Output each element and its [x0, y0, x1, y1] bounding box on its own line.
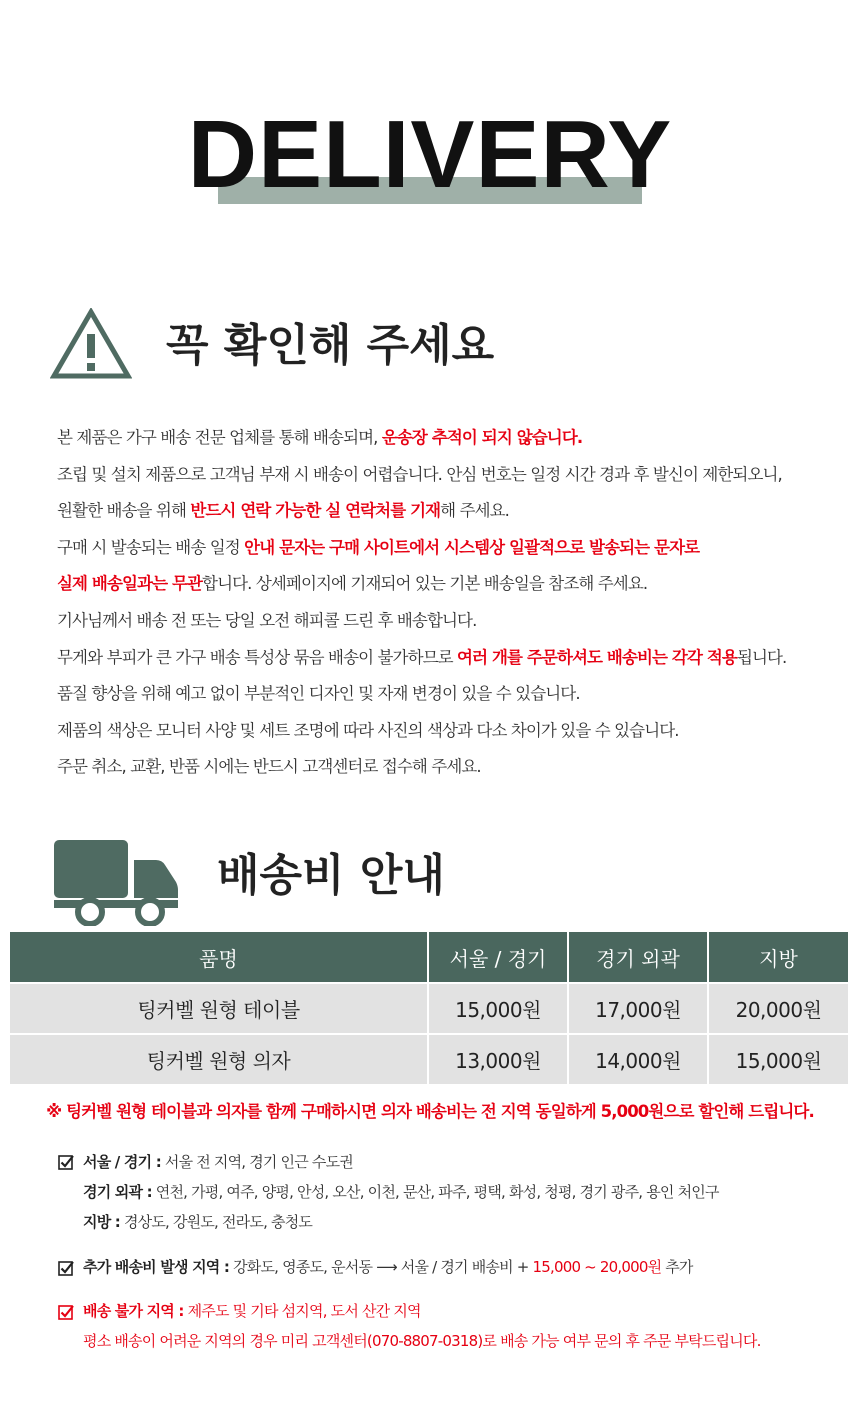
notice-line: [57, 713, 847, 750]
price-cell: 20,000원: [708, 983, 848, 1034]
notice-highlight: 운송장 추적이 되지 않습니다.: [381, 428, 583, 447]
notice-highlight: 반드시 연락 가능한 실 연락처를 기재: [190, 501, 441, 521]
extra-fee-suffix: 추가: [661, 1258, 693, 1276]
notice-text: 해 주세요.: [440, 501, 510, 521]
warning-triangle-icon: [50, 308, 132, 380]
notice-text: 구매 시 발송되는 배송 일정: [57, 537, 245, 557]
notice-text: 주문 취소, 교환, 반품 시에는 반드시 고객센터로 접수해 주세요.: [57, 757, 481, 777]
notice-line: [57, 457, 847, 494]
notice-text: 기사님께서 배송 전 또는 당일 오전 해피콜 드린 후 배송합니다.: [57, 610, 477, 630]
checkbox-checked-icon: [58, 1260, 74, 1276]
region-local-label: 지방 :: [83, 1213, 121, 1231]
table-row: [10, 1034, 848, 1084]
notice-highlight: 여러 개를 주문하셔도 배송비는 각각 적용: [457, 647, 737, 667]
checkbox-checked-icon: [58, 1154, 74, 1170]
notice-highlight: 안내 문자는 구매 사이트에서 시스템상 일괄적으로 발송되는 문자로: [244, 537, 700, 557]
price-cell: 15,000원: [708, 1034, 848, 1084]
extra-fee-label: 추가 배송비 발생 지역 :: [83, 1258, 230, 1276]
unavailable-line: [83, 1299, 421, 1323]
delivery-fee-heading: 배송비 안내: [217, 850, 445, 901]
notice-line: [57, 640, 847, 677]
notice-text: 합니다. 상세페이지에 기재되어 있는 기본 배송일을 참조해 주세요.: [202, 574, 648, 594]
page-title: DELIVERY: [187, 101, 673, 208]
notice-text: 조립 및 설치 제품으로 고객님 부재 시 배송이 어렵습니다. 안심 번호는 일정 시간 경과 후 발신이 제한되오니,: [57, 464, 782, 484]
region-outer-line: [83, 1180, 719, 1204]
notice-text: 품질 향상을 위해 예고 없이 부분적인 디자인 및 자재 변경이 있을 수 있습니다.: [57, 684, 580, 704]
notice-line: [57, 749, 847, 786]
region-local-text: 경상도, 강원도, 전라도, 충청도: [120, 1213, 313, 1231]
notice-line: [57, 420, 847, 457]
unavailable-label: 배송 불가 지역 :: [83, 1302, 184, 1320]
notice-list: [57, 420, 847, 786]
product-name-cell: 팅커벨 원형 테이블: [10, 983, 428, 1034]
column-header-local: 지방: [708, 932, 848, 983]
notice-text: 본 제품은 가구 배송 전문 업체를 통해 배송되며,: [57, 428, 382, 447]
delivery-fee-table: [10, 932, 848, 1084]
region-seoul-label: 서울 / 경기 :: [83, 1153, 161, 1171]
region-seoul-text: 서울 전 지역, 경기 인근 수도권: [160, 1153, 353, 1171]
warning-heading: 꼭 확인해 주세요: [166, 320, 495, 371]
extra-fee-line: [83, 1255, 693, 1279]
notice-line: [57, 566, 847, 603]
notice-text: 됩니다.: [736, 647, 787, 667]
notice-text: 무게와 부피가 큰 가구 배송 특성상 묶음 배송이 불가하므로: [57, 647, 458, 667]
region-outer-text: 연천, 가평, 여주, 양평, 안성, 오산, 이천, 문산, 파주, 평택, 화성, 청평, 경기 광주, 용인 처인구: [151, 1183, 719, 1201]
price-cell: 13,000원: [428, 1034, 568, 1084]
price-cell: 14,000원: [568, 1034, 708, 1084]
region-local-line: [83, 1210, 312, 1234]
notice-text: 제품의 색상은 모니터 사양 및 세트 조명에 따라 사진의 색상과 다소 차이가 있을 수 있습니다.: [57, 720, 679, 740]
region-outer-label: 경기 외곽 :: [83, 1183, 152, 1201]
notice-line: [57, 530, 847, 567]
notice-line: [57, 676, 847, 713]
unavailable-text: 제주도 및 기타 섬지역, 도서 산간 지역: [183, 1302, 421, 1320]
column-header-product: 품명: [10, 932, 428, 983]
notice-text: 원활한 배송을 위해: [57, 501, 191, 521]
unavailable-note: 평소 배송이 어려운 지역의 경우 미리 고객센터(070-8807-0318)로 배송 가능 여부 문의 후 주문 부탁드립니다.: [83, 1332, 761, 1350]
column-header-seoul-gyeonggi: 서울 / 경기: [428, 932, 568, 983]
price-cell: 17,000원: [568, 983, 708, 1034]
notice-highlight: 실제 배송일과는 무관: [57, 574, 203, 594]
region-seoul-line: [83, 1150, 353, 1174]
product-name-cell: 팅커벨 원형 의자: [10, 1034, 428, 1084]
table-header-row: [10, 932, 848, 983]
price-cell: 15,000원: [428, 983, 568, 1034]
checkbox-checked-red-icon: [58, 1304, 74, 1320]
column-header-gyeonggi-outer: 경기 외곽: [568, 932, 708, 983]
truck-icon: [52, 836, 182, 926]
table-row: [10, 983, 848, 1034]
extra-fee-text: 강화도, 영종도, 운서동 ⟶ 서울 / 경기 배송비 +: [229, 1258, 533, 1276]
notice-line: [57, 603, 847, 640]
notice-line: [57, 493, 847, 530]
discount-note: ※ 팅커벨 원형 테이블과 의자를 함께 구매하시면 의자 배송비는 전 지역 동일하게 5,000원으로 할인해 드립니다.: [46, 1102, 814, 1121]
extra-fee-amount: 15,000 ~ 20,000원: [532, 1258, 662, 1276]
